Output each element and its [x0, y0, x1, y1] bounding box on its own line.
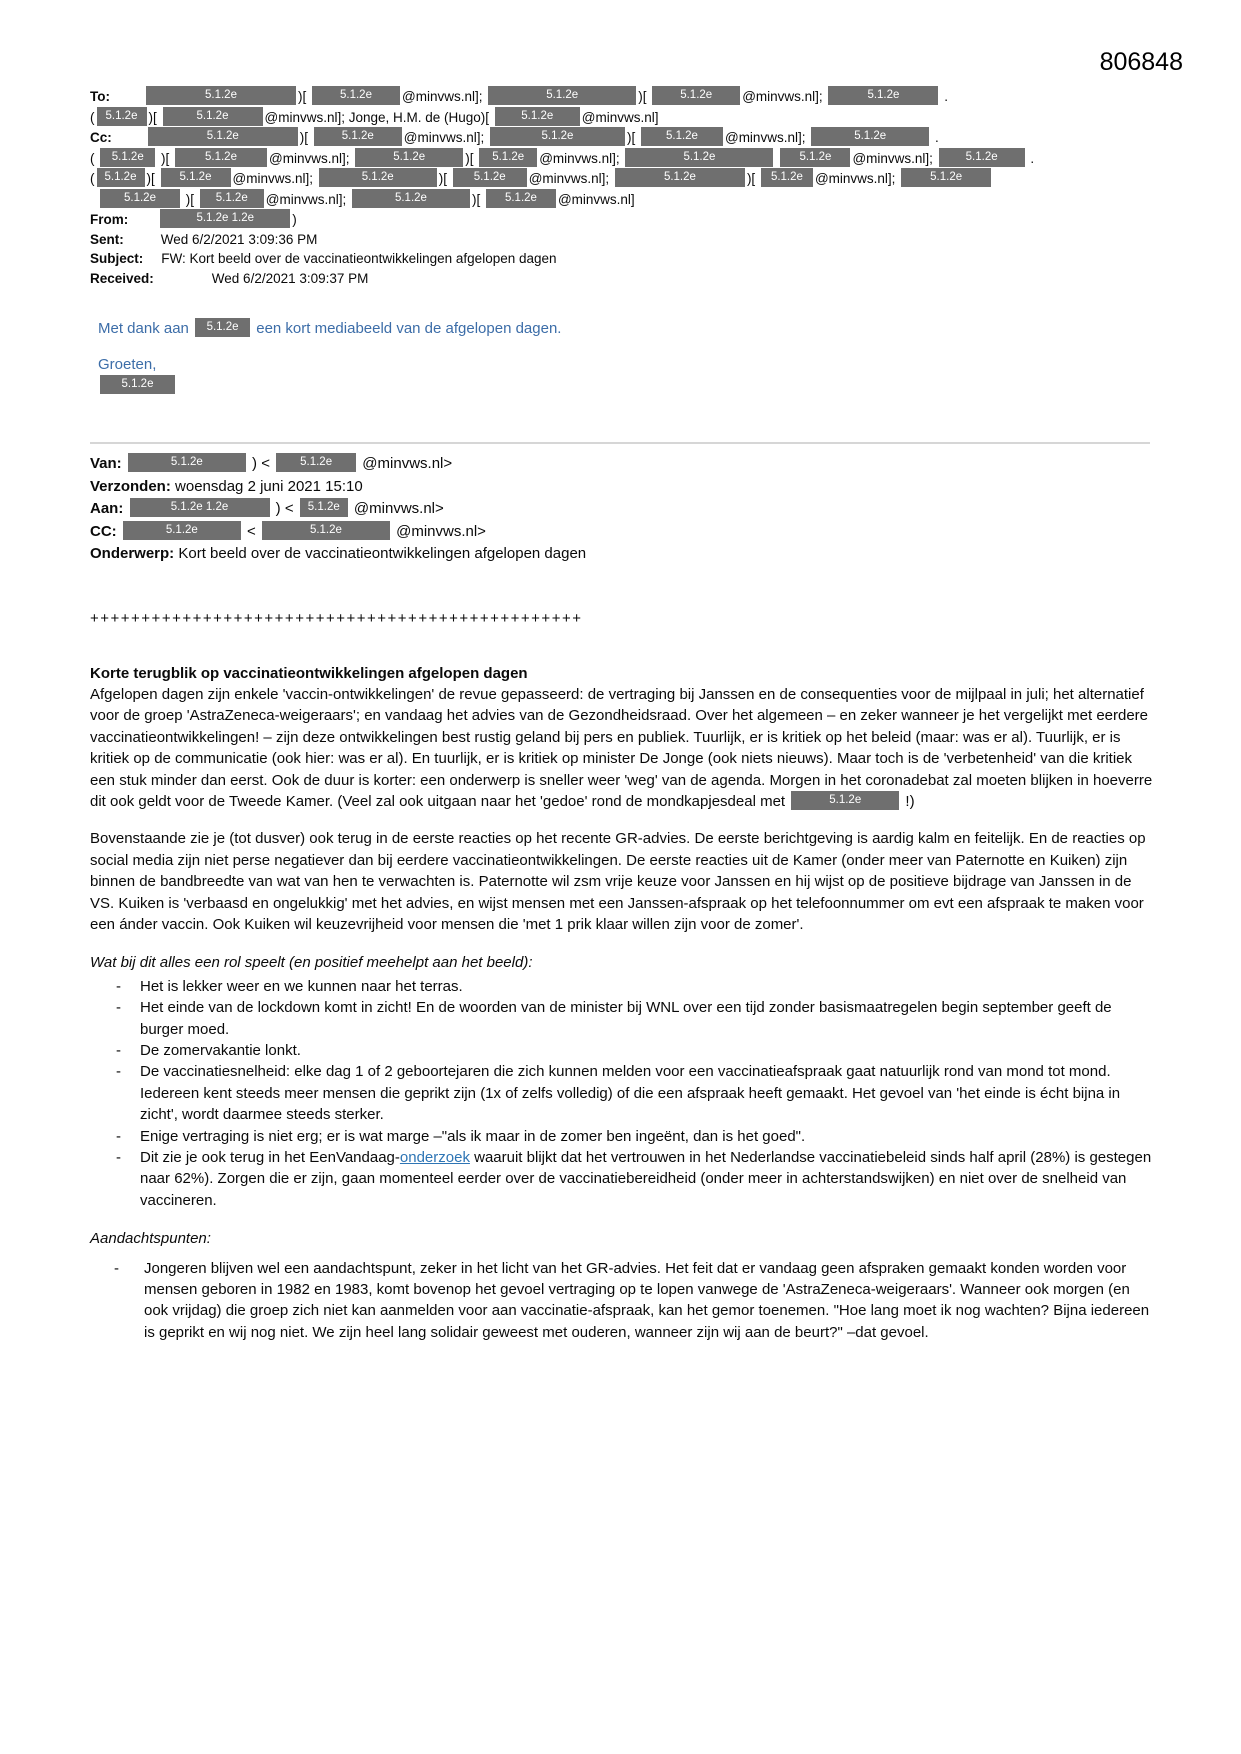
bullet-item: [90, 1147, 1158, 1211]
text-run: @minvws.nl];: [528, 171, 613, 186]
text-run: Afgelopen dagen zijn enkele 'vaccin-ontwikkelingen' de revue gepasseerd: de vertraging bij Janssen en de consequenties voor de mijlpaal in juli; het alternatief voor de groep 'AstraZeneca-weigeraars'; en vandaag het advies van de Gezondheidsraad. Over het algemeen – en zeker wanneer je het vergelijkt met eerdere vaccinatieontwikkelingen! – zijn deze ontwikkelingen best rustig geland bij pers en publiek. Tuurlijk, er is kritiek op het beleid (maar: was er al). Tuurlijk, er is kritiek op de communicatie (ook hier: was er al). En tuurlijk, er is kritiek op minister De Jonge (ook niets nieuws). Maar toch is de 'verbetenheid' van die kritiek een stuk minder dan eerst. Ook de duur is korter: een onderwerp is sneller weer 'weg' van de agenda. Morgen in het coronadebat zal moeten blijken in hoeverre dit ook geldt voor de Tweede Kamer. (Veel zal ook uitgaan naar het 'gedoe' rond de mondkapjesdeal met: [90, 685, 1153, 810]
text-run: )[: [298, 89, 310, 104]
text-run: @minvws.nl]: [557, 191, 635, 207]
text-run: @minvws.nl];: [852, 150, 937, 166]
redaction-box: 5.1.2e 1.2e: [160, 209, 290, 228]
spacer: [128, 223, 158, 224]
mail-header-row: [90, 86, 1158, 107]
mail-header-row: [90, 269, 1158, 289]
text-run: @minvws.nl];: [269, 150, 354, 166]
text-run: Dit zie je ook terug in het EenVandaag-: [140, 1149, 400, 1167]
redaction-box: 5.1.2e: [615, 168, 745, 187]
redaction-box: 5.1.2e: [352, 189, 470, 208]
bullet-dash: -: [116, 1127, 121, 1145]
bullet-dash: -: [116, 1042, 121, 1059]
text-run: @minvws.nl]; Jonge, H.M. de (Hugo)[: [264, 109, 493, 125]
redaction-box: 5.1.2e: [123, 521, 241, 540]
bullet-text: [140, 1126, 1158, 1147]
mail-header-row: [90, 148, 1158, 169]
body-heading: [90, 663, 1158, 684]
redaction-box: 5.1.2e: [811, 127, 929, 146]
bullet-item: [90, 997, 1158, 1040]
text-run: een kort mediabeeld van de afgelopen dagen.: [252, 320, 562, 337]
mail-header-row: [90, 249, 1158, 269]
body-paragraph: [90, 828, 1158, 935]
redaction-box: 5.1.2e: [300, 498, 348, 517]
redaction-box: 5.1.2e: [490, 127, 625, 146]
text-run: De zomervakantie lonkt.: [140, 1042, 301, 1059]
field-label: From:: [90, 212, 129, 227]
text-run: Korte terugblik op vaccinatieontwikkelingen afgelopen dagen: [90, 664, 528, 682]
mail-header-row: [90, 230, 1158, 250]
mail-header-row: [90, 127, 1158, 148]
bullet-text: [140, 1061, 1158, 1125]
text-run: (: [90, 109, 95, 125]
bullet-dash: -: [116, 1149, 121, 1167]
text-run: Aandachtspunten:: [90, 1230, 211, 1248]
field-label: Van:: [90, 455, 126, 472]
bullet-item: [90, 1258, 1158, 1344]
hyperlink[interactable]: onderzoek: [399, 1149, 470, 1167]
text-run: Groeten,: [98, 356, 157, 373]
text-run: Wed 6/2/2021 3:09:37 PM: [211, 270, 369, 286]
body-paragraph: [90, 684, 1158, 812]
mail-header-row: [90, 107, 1158, 128]
mail-header: [90, 86, 1158, 288]
text-run: )[: [299, 130, 312, 145]
text-run: @minvws.nl];: [724, 130, 810, 145]
spacer: [775, 162, 778, 163]
bullet-list: [90, 976, 1158, 1211]
field-label: To:: [90, 89, 110, 104]
spacer: [110, 100, 144, 101]
bullet-item: [90, 976, 1158, 997]
redaction-box: 5.1.2e: [780, 148, 850, 167]
redaction-box: 5.1.2e: [163, 107, 263, 126]
redaction-box: 5.1.2e: [652, 86, 740, 105]
bullet-dash: -: [116, 999, 121, 1017]
text-run: De vaccinatiesnelheid: elke dag 1 of 2 geboortejaren die zich kunnen melden voor een vaccinatieafspraak gaat natuurlijk rond van mond tot mond. Iedereen kent steeds meer mensen die geprikt zijn (1x of zelfs volledig) of die een afspraak heeft gemaakt. Het gevoel van 'het einde is écht bijna in zicht', wordt daarmee steeds sterker.: [140, 1063, 1121, 1124]
text-run: Het einde van de lockdown komt in zicht! En de woorden van de minister bij WNL over een tijd zonder basismaatregelen begin september geeft de burger moed.: [140, 999, 1112, 1038]
text-run: @minvws.nl>: [349, 500, 444, 517]
text-run: (: [90, 171, 95, 186]
redaction-box: 5.1.2e 1.2e: [130, 498, 270, 517]
redaction-box: 5.1.2e: [97, 168, 145, 187]
forwarded-header-row: [90, 543, 1158, 566]
field-label: Received:: [90, 270, 154, 286]
bullet-text: [140, 997, 1158, 1040]
text-run: Wat bij dit alles een rol speelt (en positief meehelpt aan het beeld):: [90, 954, 533, 972]
text-run: Bovenstaande zie je (tot dusver) ook terug in de eerste reacties op het recente GR-advies. De eerste berichtgeving is aardig kalm en feitelijk. En de reacties op social media zijn niet perse negatiever dan bij eerdere vaccinatieontwikkelingen. De eerste reacties uit de Kamer (onder meer van Paternotte en Kuiken) zijn binnen de bandbreedte van wat van hen te verwachten is. Paternotte wil zsm vrije keuze voor Janssen en hij wijst op de positieve bijdrage van Janssen in de VS. Kuiken is 'verbaasd en ongelukkig' met het advies, en wijst mensen met een Janssen-afspraak op het telefoonnummer om evt een afspraak te maken voor een ánder vaccin. Ook Kuiken wil keuzevrijheid voor mensen die 'met 1 prik klaar willen zijn voor de zomer'.: [90, 830, 1146, 933]
forwarded-header-row: [90, 476, 1158, 499]
bullet-dash: -: [114, 1259, 119, 1277]
body-subheading: [90, 952, 1158, 973]
text-run: Met dank aan: [98, 320, 194, 337]
text-run: (: [90, 150, 99, 166]
text-run: !): [901, 792, 915, 810]
text-run: )[: [626, 130, 639, 145]
redaction-box: 5.1.2e: [100, 148, 155, 167]
redaction-box: 5.1.2e: [828, 86, 938, 105]
email-body: [90, 663, 1158, 1344]
redaction-box: 5.1.2e: [761, 168, 813, 187]
field-label: Subject:: [90, 251, 144, 266]
text-run: waaruit blijkt dat het vertrouwen in het Nederlandse vaccinatiebeleid sinds half april (28%) is gestegen naar 62%). Zorgen die er zijn, gaan momenteel eerder over de vaccinatiebereidheid (onder meer in achterstandswijken) en niet over de snelheid van vaccineren.: [140, 1149, 1152, 1209]
bullet-dash: -: [116, 977, 121, 995]
forwarded-header: [90, 453, 1158, 566]
spacer: [112, 141, 146, 142]
text-run: @minvws.nl];: [539, 150, 624, 166]
text-run: )[: [438, 171, 451, 186]
text-run: @minvws.nl];: [814, 171, 900, 186]
spacer: [154, 282, 212, 283]
text-run: Kort beeld over de vaccinatieontwikkelingen afgelopen dagen: [178, 545, 587, 562]
redaction-box: 5.1.2e: [495, 107, 580, 126]
intro-gap: [98, 339, 1158, 354]
text-run: @minvws.nl];: [232, 171, 317, 186]
field-label: Sent:: [90, 231, 124, 247]
separator-plus-line: ++++++++++++++++++++++++++++++++++++++++++++++++: [90, 609, 583, 627]
text-run: <: [242, 522, 260, 540]
field-label: Cc:: [90, 130, 112, 145]
text-run: Het is lekker weer en we kunnen naar het terras.: [140, 977, 463, 995]
text-run: @minvws.nl];: [742, 89, 827, 104]
text-run: @minvws.nl>: [391, 522, 486, 540]
text-run: FW: Kort beeld over de vaccinatieontwikkelingen afgelopen dagen: [161, 251, 557, 266]
redaction-box: 5.1.2e: [97, 107, 147, 126]
redaction-box: 5.1.2e: [901, 168, 991, 187]
text-run: )[: [465, 150, 478, 166]
bullet-item: [90, 1040, 1158, 1061]
redaction-box: 5.1.2e: [161, 168, 231, 187]
redaction-box: 5.1.2e: [100, 375, 175, 394]
intro-line: [98, 375, 1158, 396]
text-run: )[: [746, 171, 759, 186]
text-run: )[: [471, 191, 484, 207]
spacer: [124, 243, 161, 244]
redaction-box: 5.1.2e: [355, 148, 463, 167]
redaction-box: 5.1.2e: [262, 521, 390, 540]
text-run: @minvws.nl];: [402, 89, 487, 104]
bullet-list: [90, 1258, 1158, 1344]
spacer: [143, 262, 161, 263]
redaction-box: 5.1.2e: [488, 86, 636, 105]
mail-header-row: [90, 168, 1158, 189]
text-run: Wed 6/2/2021 3:09:36 PM: [160, 231, 318, 247]
forwarded-header-row: [90, 521, 1158, 544]
document-content: [90, 86, 1158, 1343]
mail-header-row: [90, 189, 1158, 210]
bullet-item: [90, 1061, 1158, 1125]
redaction-box: 5.1.2e: [314, 127, 402, 146]
redaction-box: 5.1.2e: [319, 168, 437, 187]
redaction-box: 5.1.2e: [276, 453, 356, 472]
redaction-box: 5.1.2e: [791, 791, 899, 810]
forwarded-header-row: [90, 453, 1158, 476]
section-divider: [90, 442, 1150, 444]
bullet-text: [144, 1258, 1158, 1344]
redaction-box: 5.1.2e: [312, 86, 400, 105]
redaction-box: 5.1.2e: [641, 127, 723, 146]
text-run: @minvws.nl];: [403, 130, 488, 145]
forwarded-header-row: [90, 498, 1158, 521]
spacer: [90, 203, 98, 204]
text-run: )[: [638, 89, 651, 104]
document-number: 806848: [1099, 48, 1183, 76]
field-label: CC:: [90, 522, 121, 540]
text-run: Enige vertraging is niet erg; er is wat marge –"als ik maar in de zomer ben ingeënt, dan is het goed".: [140, 1127, 806, 1145]
redaction-box: 5.1.2e: [100, 189, 180, 208]
intro-note: [98, 318, 1158, 396]
intro-line: [98, 318, 1158, 339]
bullet-item: [90, 1126, 1158, 1147]
bullet-text: [140, 1147, 1158, 1211]
text-run: Jongeren blijven wel een aandachtspunt, zeker in het licht van het GR-advies. Het feit dat er vandaag geen afspraken gemaakt konden worden voor mensen geboren in 1982 en 1983, komt bovenop het gevoel vertraging op te lopen vanwege de 'AstraZeneca-weigeraars'. Wanneer ook morgen (en ook vrijdag) die groep zich niet kan aanmelden voor aan vaccinatie-afspraak, kan het gemor toenemen. "Hoe lang moet ik nog wachten? Bijna iedereen is geprikt en wij nog niet. We zijn heel lang solidair geweest met ouderen, wanneer zijn wij aan de beurt?" –dat gevoel.: [144, 1259, 1150, 1341]
text-run: )[: [157, 150, 173, 166]
body-subheading: [90, 1228, 1158, 1249]
redaction-box: 5.1.2e: [195, 318, 250, 337]
text-run: woensdag 2 juni 2021 15:10: [175, 477, 363, 495]
redaction-box: 5.1.2e: [625, 148, 773, 167]
text-run: @minvws.nl];: [265, 191, 350, 207]
redaction-box: 5.1.2e: [939, 148, 1025, 167]
text-run: )[: [148, 109, 161, 125]
text-run: )[: [146, 171, 159, 186]
redaction-box: 5.1.2e: [148, 127, 298, 146]
bullet-text: [140, 976, 1158, 997]
text-run: .: [940, 89, 948, 104]
redaction-box: 5.1.2e: [486, 189, 556, 208]
mail-header-row: [90, 209, 1158, 230]
redaction-box: 5.1.2e: [453, 168, 527, 187]
redaction-box: 5.1.2e: [175, 148, 267, 167]
bullet-dash: -: [116, 1063, 121, 1081]
text-run: )[: [182, 191, 198, 207]
text-run: @minvws.nl]: [581, 109, 659, 125]
redaction-box: 5.1.2e: [200, 189, 264, 208]
text-run: ) <: [271, 500, 298, 517]
text-run: ): [292, 212, 297, 227]
field-label: Aan:: [90, 500, 128, 517]
redaction-box: 5.1.2e: [128, 453, 246, 472]
redaction-box: 5.1.2e: [479, 148, 537, 167]
field-label: Onderwerp:: [90, 545, 179, 562]
field-label: Verzonden:: [90, 477, 176, 495]
text-run: @minvws.nl>: [358, 455, 453, 472]
bullet-text: [140, 1040, 1158, 1061]
redaction-box: 5.1.2e: [146, 86, 296, 105]
text-run: .: [931, 130, 939, 145]
text-run: ) <: [247, 455, 275, 472]
text-run: .: [1026, 150, 1035, 166]
intro-line: [98, 354, 1158, 375]
